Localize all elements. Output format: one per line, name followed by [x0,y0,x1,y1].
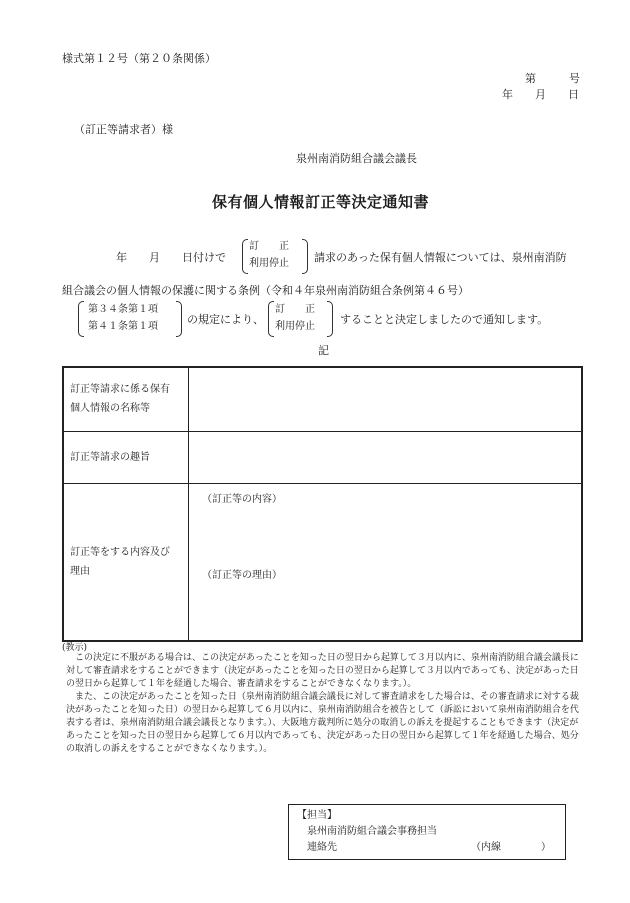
request-date: 年 月 日付けで [116,251,226,264]
contact-extension: （内線 ） [471,842,551,853]
paragraph-line-3-mid: の規定により、 [187,313,264,326]
request-info-field[interactable] [189,367,583,431]
contact-box [288,804,566,860]
notes-heading: (教示) [62,643,88,653]
left-bracket [242,239,248,274]
table-row [63,367,582,431]
contact-office: 泉州南消防組合議会事務担当 [307,826,437,837]
option-correction: 訂 正 [249,241,289,252]
option-correction-suspension-2 [275,301,315,335]
document-number: 第 号 [525,72,580,85]
contact-phone-label: 連絡先 [307,842,337,853]
paragraph-line-3-end: することと決定しましたので通知します。 [340,313,549,326]
option-article-41: 第４１条第１項 [88,321,158,332]
table-row [63,483,582,641]
correction-content-label: （訂正等の内容） [202,493,282,505]
article-options [88,301,158,335]
left-bracket [78,301,84,337]
request-purpose-field[interactable] [189,431,583,483]
notes-paragraph-2: また、この決定があったことを知った日（泉州南消防組合議会議長に対して審査請求をした場合は、その審査請求に対する裁決があったことを知った日）の翌日から起算して６月以内に、泉州南消防組合を被告として（訴訟において泉州南消防組合を代表する者は、泉州南消防組合議会議長となります。）、大阪地方裁判所に処分の取消しの訴えを提起することもできます（決定があったことを知った日の翌日から起算して６月以内であっても、決定があった日の翌日から起算して１年を経過した場合、処分の取消しの訴えをすることができなくなります。）。 [66,692,579,754]
paragraph-line-2: 組合議会の個人情報の保護に関する条例（令和４年泉州南消防組合条例第４６号） [62,284,469,297]
correction-reason-label: （訂正等の理由） [202,569,282,581]
request-purpose-label: 訂正等請求の趣旨 [63,431,189,483]
ki-heading: 記 [318,344,329,357]
option-correction-suspension [249,238,289,272]
form-number: 様式第１２号（第２０条関係） [62,52,216,65]
notes-paragraph-1: この決定に不服がある場合は、この決定があったことを知った日の翌日から起算して３月以内に、泉州南消防組合議会議長に対して審査請求をすることができます（決定があったことを知った日の翌日から起算して３月以内であっても、決定があった日の翌日から起算して１年を経過した場合、審査請求をすることができなくなります。）。 [66,653,579,689]
sender: 泉州南消防組合議会議長 [296,152,417,165]
table-row [63,431,582,483]
option-suspension: 利用停止 [275,321,315,332]
left-bracket [268,301,274,337]
right-bracket [176,301,182,337]
request-info-label: 訂正等請求に係る保有個人情報の名称等 [63,367,189,431]
paragraph-line-1: 請求のあった保有個人情報については、泉州南消防 [314,251,567,264]
contact-heading: 【担当】 [297,810,337,821]
right-bracket [302,239,308,274]
option-suspension: 利用停止 [249,258,289,269]
right-bracket [327,301,333,337]
correction-details-field[interactable] [189,483,583,641]
details-table [62,366,583,642]
option-article-34: 第３４条第１項 [88,304,158,315]
addressee: （訂正等請求者）様 [74,123,173,136]
document-title: 保有個人情報訂正等決定通知書 [212,193,430,211]
appeal-notes [66,652,580,756]
issue-date: 年 月 日 [502,88,579,101]
correction-details-label: 訂正等をする内容及び理由 [63,483,189,641]
option-correction: 訂 正 [275,304,315,315]
